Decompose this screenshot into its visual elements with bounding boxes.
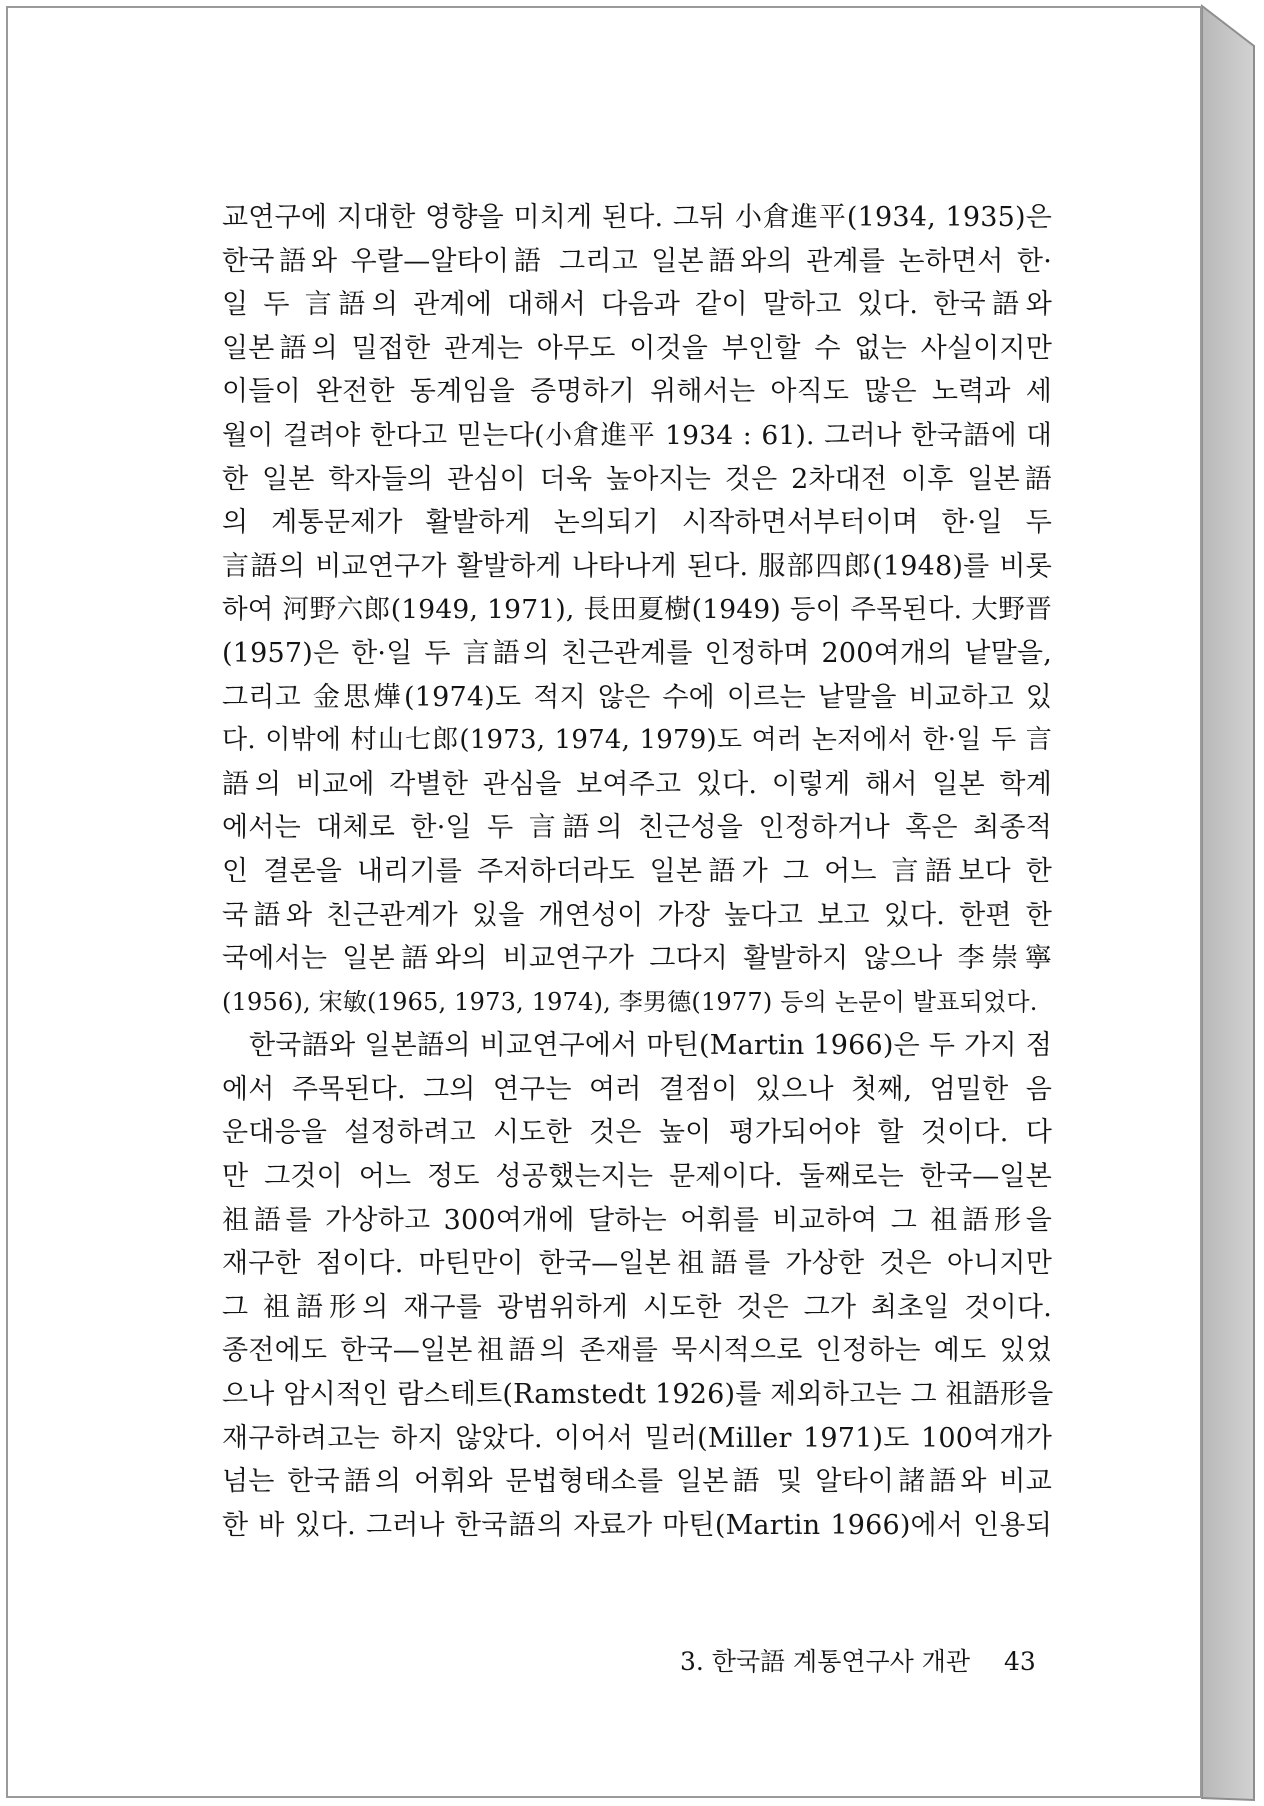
text-line: (1957)은 한·일 두 言語의 친근관계를 인정하며 200여개의 낱말을, xyxy=(222,637,1052,669)
text-line: 한국語와 일본語의 비교연구에서 마틴(Martin 1966)은 두 가지 점 xyxy=(249,1030,1052,1062)
text-line: 의 계통문제가 활발하게 논의되기 시작하면서부터이며 한·일 두 xyxy=(222,507,1052,539)
text-line: 이들이 완전한 동계임을 증명하기 위해서는 아직도 많은 노력과 세 xyxy=(222,376,1052,408)
text-line: 종전에도 한국—일본祖語의 존재를 묵시적으로 인정하는 예도 있었 xyxy=(222,1335,1052,1367)
text-line: 만 그것이 어느 정도 성공했는지는 문제이다. 둘째로는 한국—일본 xyxy=(222,1161,1052,1193)
text-line: 한 바 있다. 그러나 한국語의 자료가 마틴(Martin 1966)에서 인용되 xyxy=(222,1509,1052,1541)
running-head: 3. 한국語 계통연구사 개관 xyxy=(680,1647,971,1676)
body-text xyxy=(222,196,1052,1547)
text-line: 하여 河野六郎(1949, 1971), 長田夏樹(1949) 등이 주목된다. 大野晋 xyxy=(222,594,1052,626)
text-line: 교연구에 지대한 영향을 미치게 된다. 그뒤 小倉進平(1934, 1935)은 xyxy=(222,202,1052,233)
text-line: 語의 비교에 각별한 관심을 보여주고 있다. 이렇게 해서 일본 학계 xyxy=(222,768,1052,800)
text-line: 에서 주목된다. 그의 연구는 여러 결점이 있으나 첫째, 엄밀한 음 xyxy=(222,1073,1052,1105)
text-line: (1956), 宋敏(1965, 1973, 1974), 李男德(1977) 등의 논문이 발표되었다. xyxy=(222,987,1038,1016)
text-line: 일 두 言語의 관계에 대해서 다음과 같이 말하고 있다. 한국語와 xyxy=(222,289,1052,321)
text-line: 일본語의 밀접한 관계는 아무도 이것을 부인할 수 없는 사실이지만 xyxy=(222,332,1052,364)
text-line: 그리고 金思燁(1974)도 적지 않은 수에 이르는 낱말을 비교하고 있 xyxy=(222,681,1052,713)
page-footer xyxy=(680,1642,1036,1682)
text-line: 祖語를 가상하고 300여개에 달하는 어휘를 비교하여 그 祖語形을 xyxy=(222,1204,1052,1236)
text-line: 한 일본 학자들의 관심이 더욱 높아지는 것은 2차대전 이후 일본語 xyxy=(222,463,1052,495)
text-line: 넘는 한국語의 어휘와 문법형태소를 일본語 및 알타이諸語와 비교 xyxy=(222,1466,1052,1498)
text-line: 운대응을 설정하려고 시도한 것은 높이 평가되어야 할 것이다. 다 xyxy=(222,1117,1052,1149)
text-line: 재구하려고는 하지 않았다. 이어서 밀러(Miller 1971)도 100여개가 xyxy=(222,1422,1052,1454)
text-line: 으나 암시적인 람스테트(Ramstedt 1926)를 제외하고는 그 祖語形을 xyxy=(222,1379,1054,1411)
text-line: 다. 이밖에 村山七郎(1973, 1974, 1979)도 여러 논저에서 한·일 두 言 xyxy=(222,725,1052,756)
text-line: 월이 걸려야 한다고 믿는다(小倉進平 1934 : 61). 그러나 한국語에 대 xyxy=(222,419,1052,451)
text-line: 한국語와 우랄—알타이語 그리고 일본語와의 관계를 논하면서 한· xyxy=(222,245,1052,277)
page-number: 43 xyxy=(1004,1647,1036,1676)
text-line: 言語의 비교연구가 활발하게 나타나게 된다. 服部四郎(1948)를 비롯 xyxy=(222,550,1052,582)
text-line: 재구한 점이다. 마틴만이 한국—일본祖語를 가상한 것은 아니지만 xyxy=(222,1248,1052,1280)
text-line: 에서는 대체로 한·일 두 言語의 친근성을 인정하거나 혹은 최종적 xyxy=(222,812,1052,844)
text-line: 국에서는 일본語와의 비교연구가 그다지 활발하지 않으나 李崇寧 xyxy=(222,943,1052,975)
text-line: 인 결론을 내리기를 주저하더라도 일본語가 그 어느 言語보다 한 xyxy=(222,855,1052,887)
text-line: 그 祖語形의 재구를 광범위하게 시도한 것은 그가 최초일 것이다. xyxy=(222,1291,1052,1323)
text-line: 국語와 친근관계가 있을 개연성이 가장 높다고 보고 있다. 한편 한 xyxy=(222,899,1052,931)
